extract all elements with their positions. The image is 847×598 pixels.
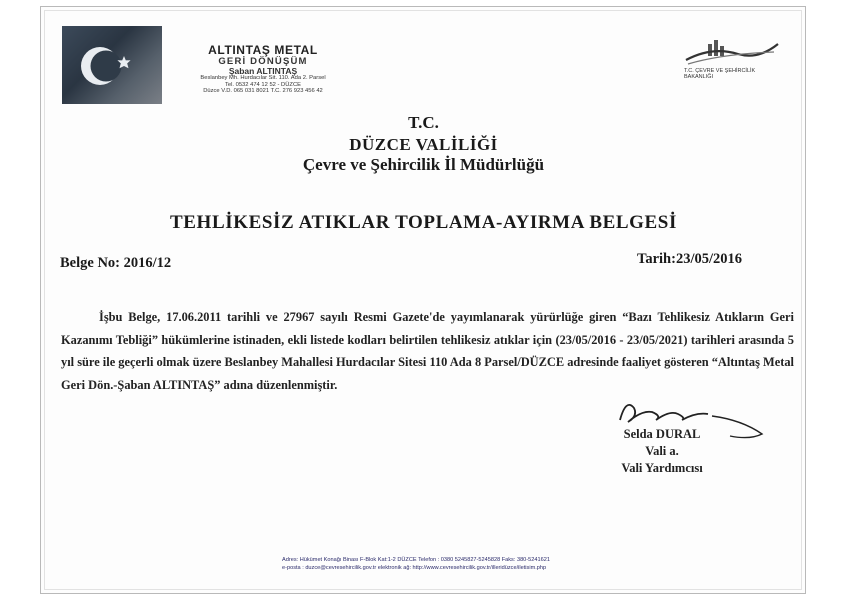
footer-address: Adres: Hükümet Konağı Binası F-Blok Kat:1-2 DÜZCE Telefon : 0380 5245827-5245828 Faks: 380-5241621 — [282, 557, 550, 563]
company-header — [188, 44, 338, 94]
title-governorship: DÜZCE VALİLİĞİ — [349, 135, 498, 154]
signatory-title: Vali Yardımcısı — [621, 461, 703, 475]
signatory-role: Vali a. — [645, 444, 679, 458]
signatory-name: Selda DURAL — [623, 427, 701, 441]
footer-contact: e-posta : duzce@cevresehircilik.gov.tr elektronik ağ: http://www.cevresehircilik.gov.tr/illeridüzce/iletisim.php — [282, 565, 547, 571]
company-subtitle: GERİ DÖNÜŞÜM — [218, 55, 308, 67]
ministry-logo-icon — [682, 38, 782, 68]
company-name: ALTINTAŞ METAL — [208, 43, 318, 57]
company-tax-id: Düzce V.D. 065 031 8021 T.C. 276 923 456 42 — [203, 87, 323, 94]
ministry-logo — [682, 38, 782, 81]
title-tc: T.C. — [408, 113, 439, 132]
document-date: Tarih:23/05/2016 — [637, 251, 743, 267]
company-address: Beslanbey Mh. Hurdacılar Sit. 110. Ada 2. Parsel — [200, 75, 326, 82]
crescent-star-icon — [62, 26, 162, 104]
certificate-title: TEHLİKESİZ ATIKLAR TOPLAMA-AYIRMA BELGESİ — [170, 212, 677, 233]
certificate-body-text: İşbu Belge, 17.06.2011 tarihli ve 27967 sayılı Resmi Gazete'de yayımlanarak yürürlüğe giren “Bazı Tehlikesiz Atıkların Geri Kazanımı Tebliği” hükümlerine istinaden, ekli listede kodları belirtilen tehlikesiz atıklar için (23/05/2016 - 23/05/2021) tarihleri arasında 5 yıl süre ile geçerli olmak üzere Beslanbey Mahallesi Hurdacılar Sitesi 110 Ada 8 Parsel/DÜZCE adresinde faaliyet gösteren “Altıntaş Metal Geri Dön.-Şaban ALTINTAŞ” adına düzenlenmiştir. — [61, 310, 794, 392]
company-phone: Tel. 0532 474 12 52 - DÜZCE — [224, 81, 302, 88]
title-directorate: Çevre ve Şehircilik İl Müdürlüğü — [302, 155, 545, 174]
ministry-name: T.C. ÇEVRE VE ŞEHİRCİLİK BAKANLIĞI — [684, 68, 756, 81]
document-number: Belge No: 2016/12 — [60, 255, 172, 271]
flag-logo-icon — [62, 26, 162, 104]
company-owner: Şaban ALTINTAŞ — [228, 65, 298, 76]
